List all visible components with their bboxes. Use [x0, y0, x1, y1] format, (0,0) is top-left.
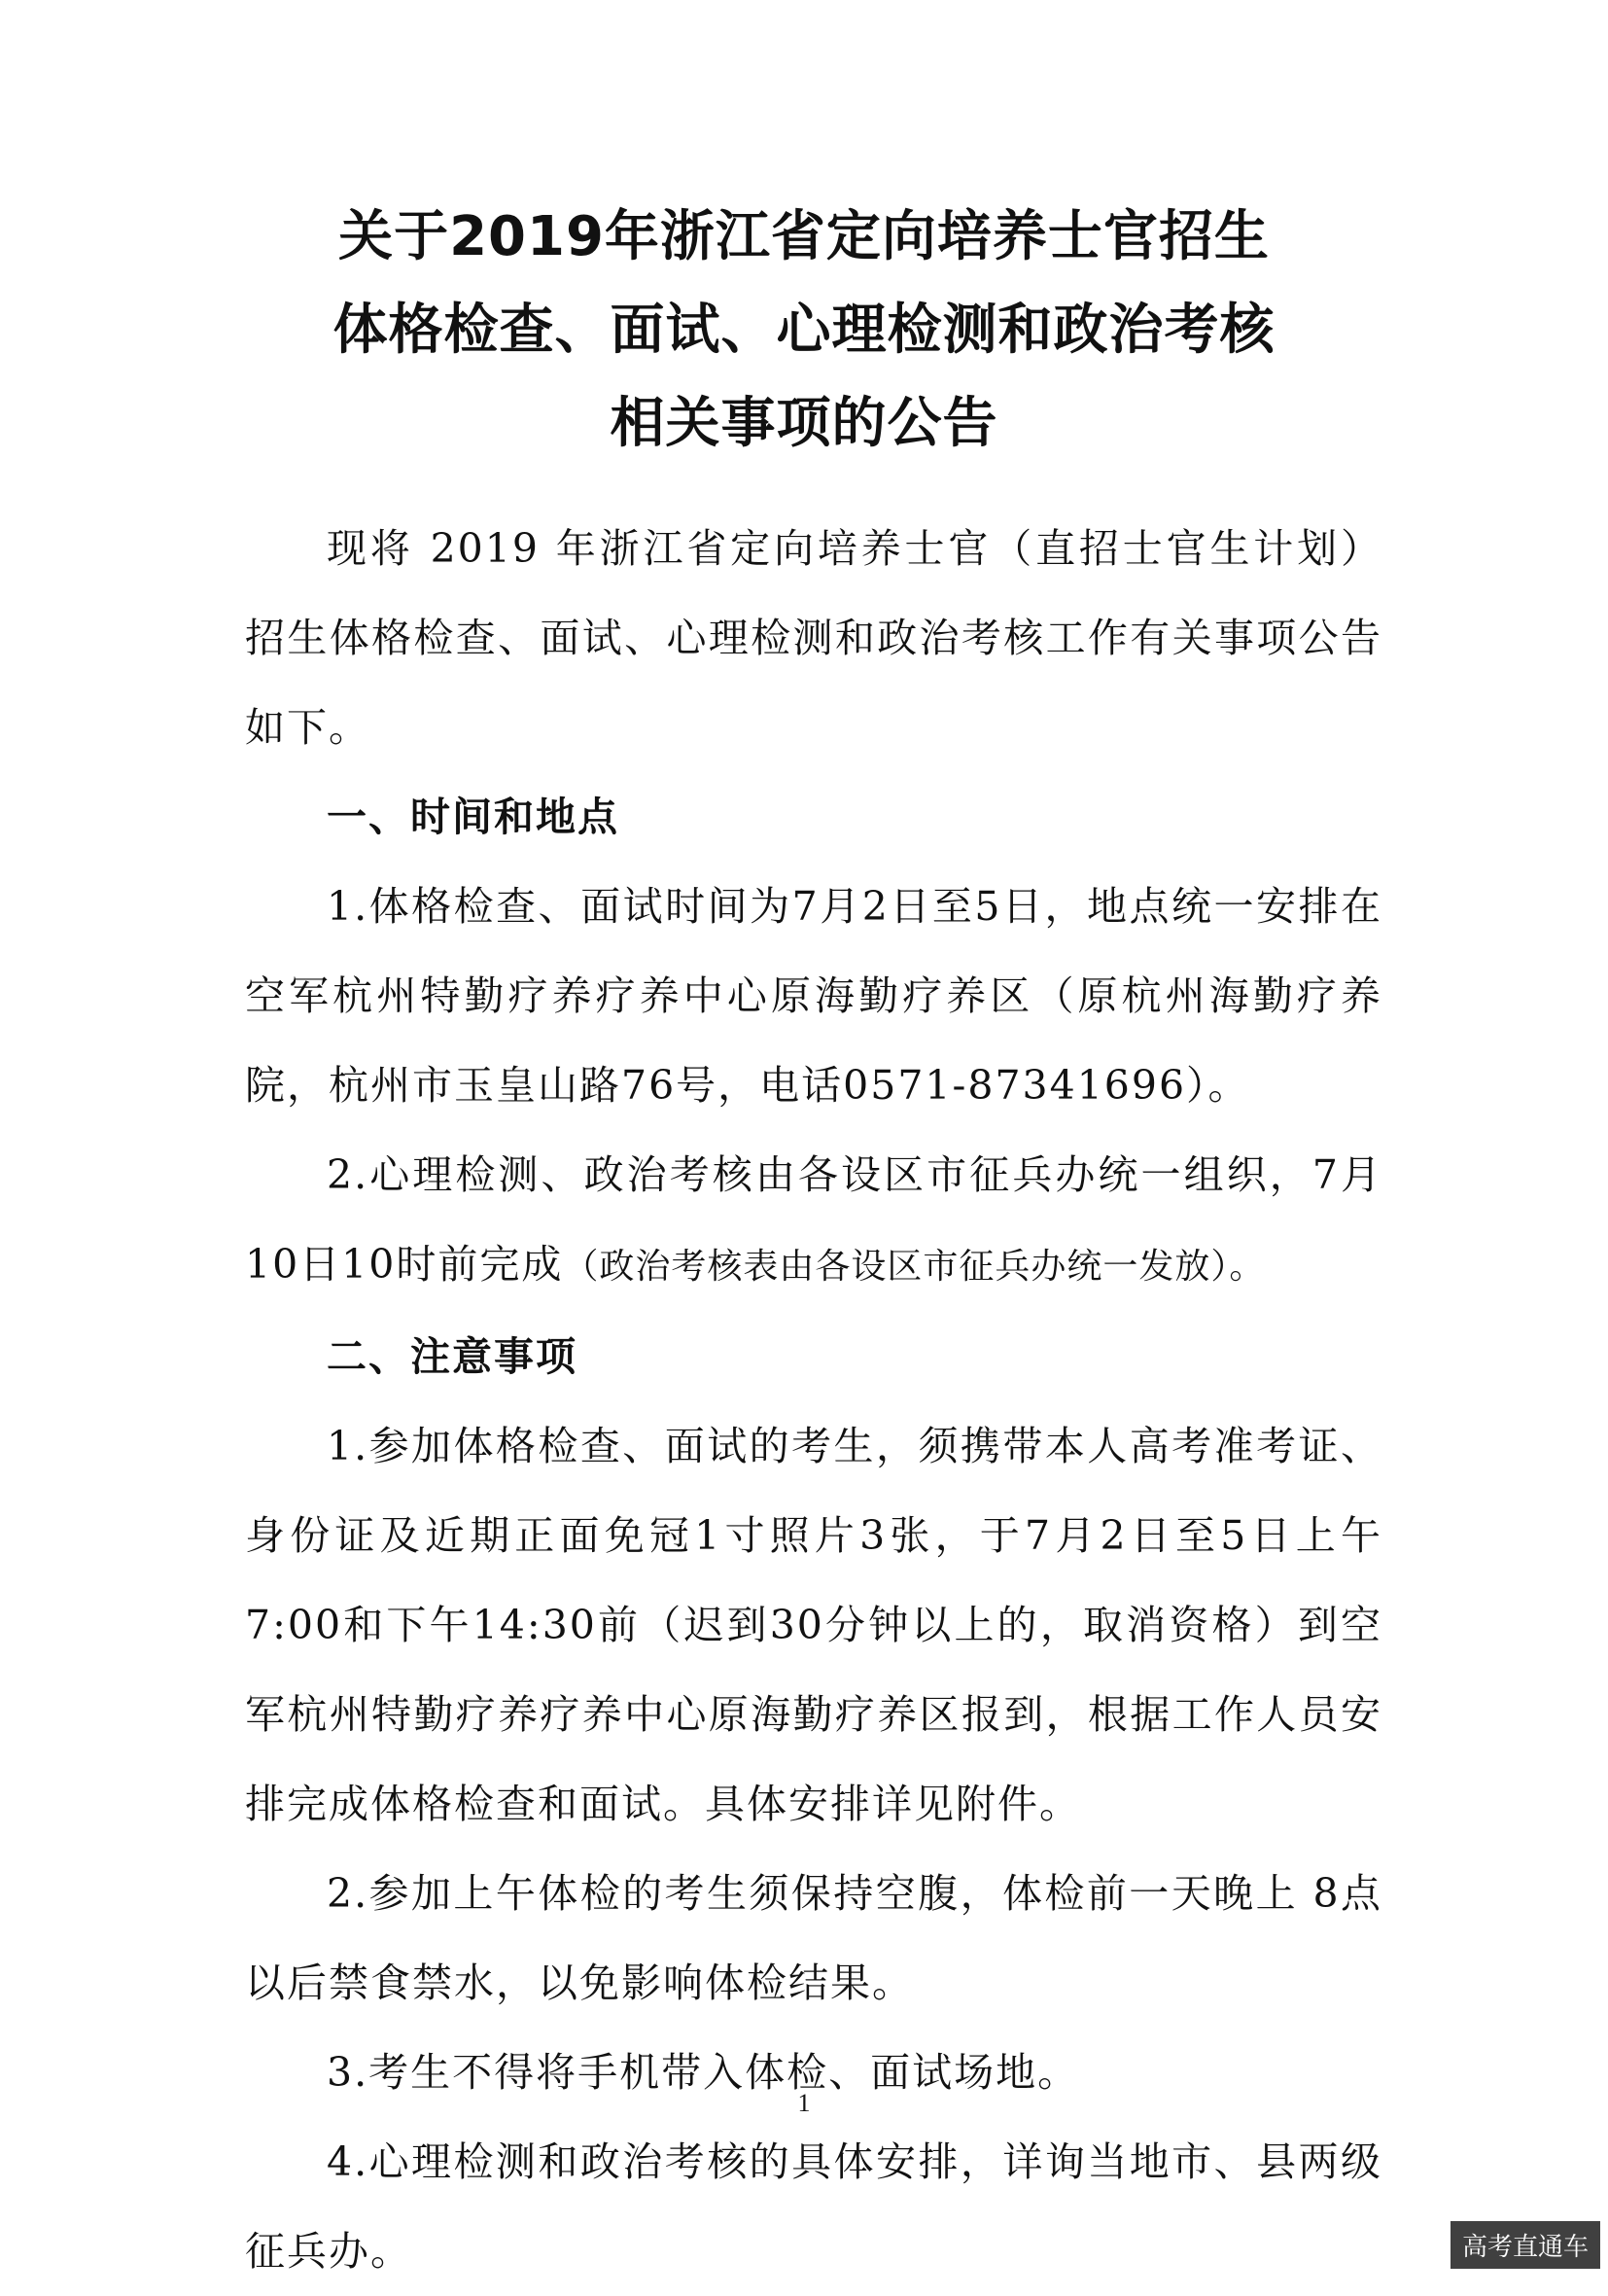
section1-item2-main: 2.心理检测、政治考核由各设区市征兵办统一组织，7月10日10时前完成	[245, 1151, 1382, 1288]
section2-item2: 2.参加上午体检的考生须保持空腹，体检前一天晚上 8点以后禁食禁水，以免影响体检结果。	[245, 1870, 1382, 2006]
section1-item1: 1.体格检查、面试时间为7月2日至5日，地点统一安排在空军杭州特勤疗养疗养中心原海勤疗养区（原杭州海勤疗养院，杭州市玉皇山路76号，电话0571-87341696）。	[245, 883, 1382, 1109]
section1-item2	[245, 1130, 1382, 1312]
title-line-1: 关于2019年浙江省定向培养士官招生	[338, 205, 1270, 268]
document-body	[245, 504, 1382, 2296]
watermark-logo: 高考直通车	[1451, 2221, 1600, 2269]
section1-item2-note: （政治考核表由各设区市征兵办统一发放）。	[563, 1247, 1266, 1287]
title-line-2: 体格检查、面试、心理检测和政治考核	[332, 299, 1276, 362]
title-line-3: 相关事项的公告	[610, 392, 998, 455]
section2-item3: 3.考生不得将手机带入体检、面试场地。	[327, 2049, 1080, 2096]
section1-heading: 一、时间和地点	[327, 794, 619, 840]
page-number: 1	[797, 2089, 811, 2117]
section2-heading: 二、注意事项	[327, 1333, 577, 1380]
intro-paragraph: 现将 2019 年浙江省定向培养士官（直招士官生计划）招生体格检查、面试、心理检测和政治考核工作有关事项公告如下。	[245, 525, 1382, 751]
document-title	[194, 191, 1414, 471]
section2-item4: 4.心理检测和政治考核的具体安排，详询当地市、县两级征兵办。	[245, 2138, 1382, 2275]
section2-item1: 1.参加体格检查、面试的考生，须携带本人高考准考证、身份证及近期正面免冠1寸照片3张，于7月2日至5日上午7:00和下午14:30前（迟到30分钟以上的，取消资格）到空军杭州特勤疗养疗养中心原海勤疗养区报到，根据工作人员安排完成体格检查和面试。具体安排详见附件。	[245, 1423, 1382, 1827]
